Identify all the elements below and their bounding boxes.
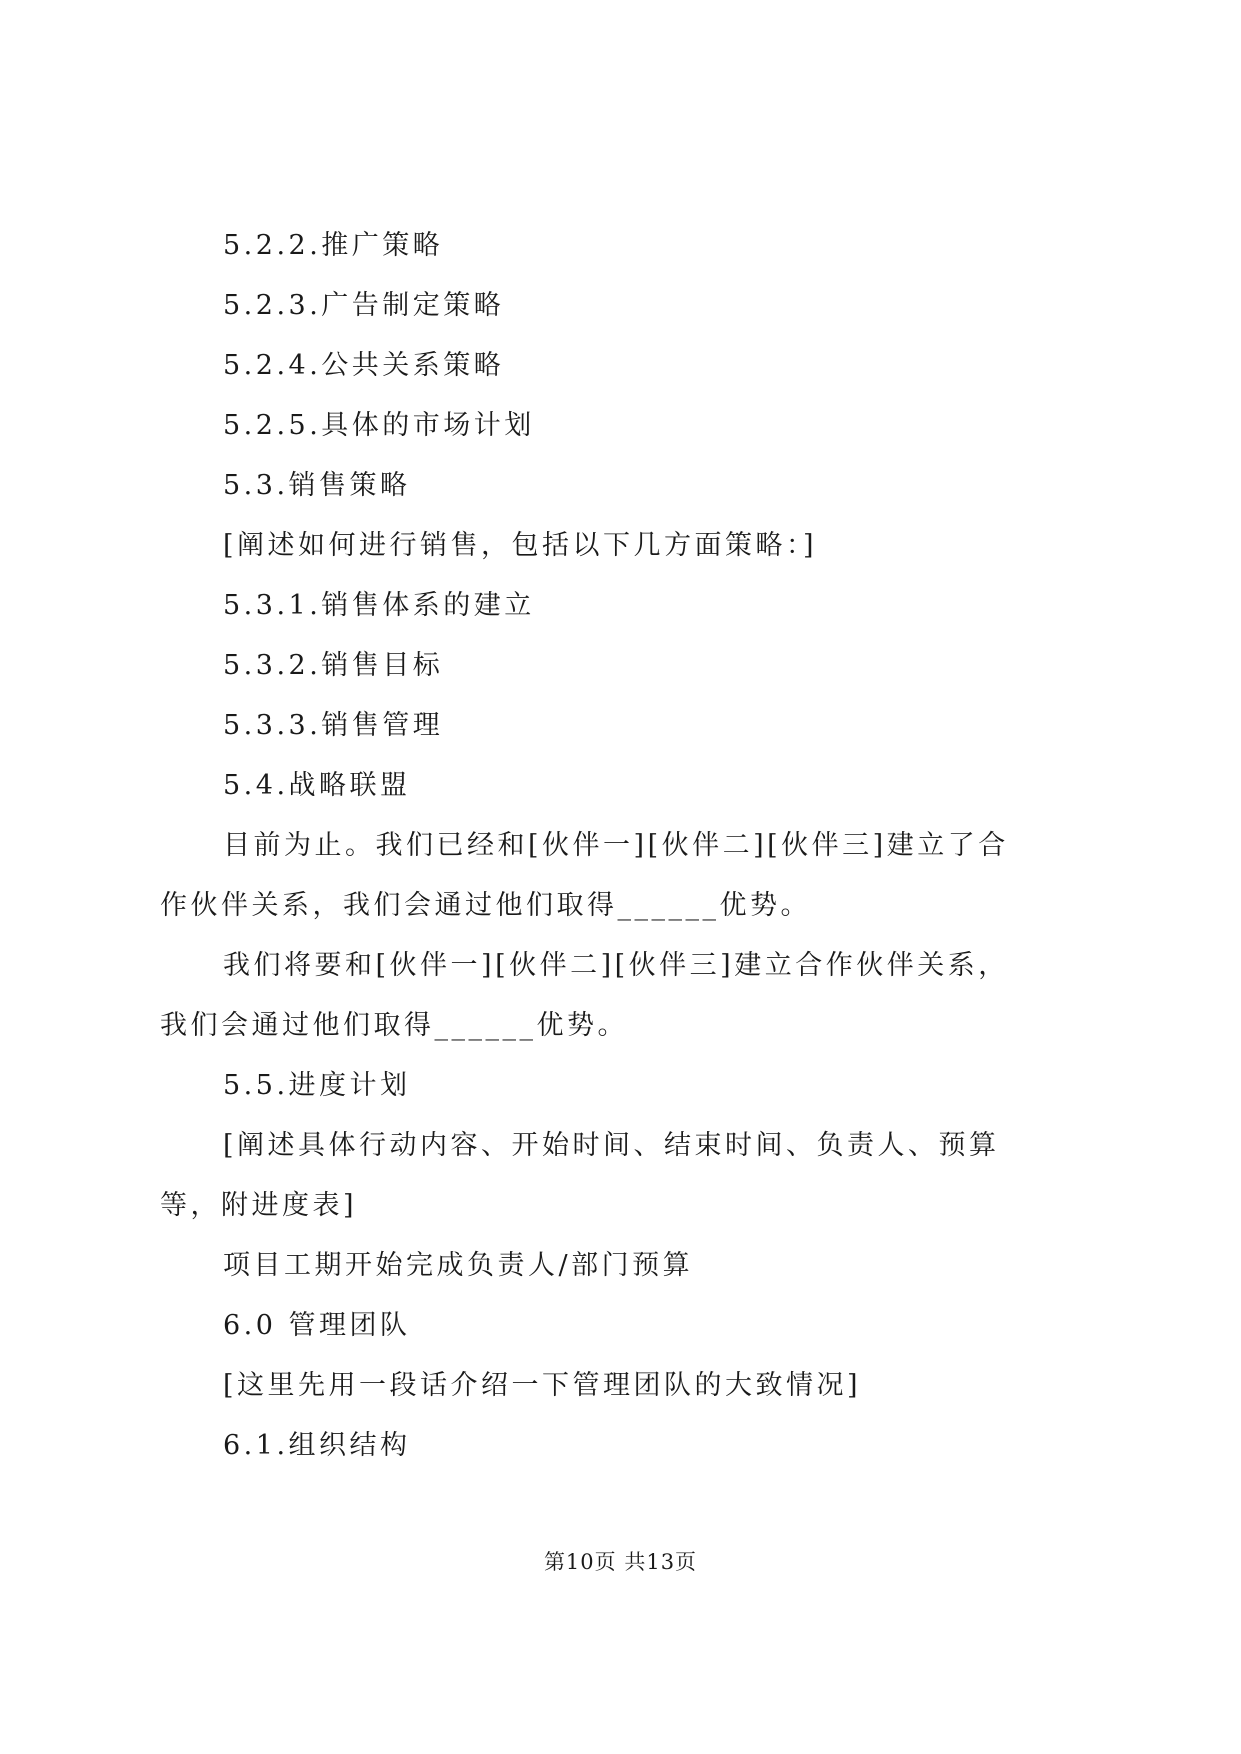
paragraph-schedule-columns <box>0 1236 1241 1296</box>
heading-sales-target <box>0 636 1241 696</box>
heading-promotion-strategy <box>0 216 1241 276</box>
heading-public-relations-strategy <box>0 336 1241 396</box>
paragraph-line: 作伙伴关系，我们会通过他们取得______优势。 <box>160 890 811 921</box>
paragraph-line: [阐述如何进行销售，包括以下几方面策略：] <box>223 530 818 561</box>
heading-text: 5.2.4.公共关系策略 <box>223 350 505 381</box>
heading-text: 6.0 管理团队 <box>223 1310 411 1341</box>
heading-sales-strategy <box>0 456 1241 516</box>
paragraph-line: 我们将要和[伙伴一][伙伴二][伙伴三]建立合作伙伴关系， <box>223 950 1009 981</box>
heading-text: 5.2.2.推广策略 <box>223 230 444 261</box>
heading-strategic-alliance <box>0 756 1241 816</box>
paragraph-line: 我们会通过他们取得______优势。 <box>160 1010 628 1041</box>
heading-sales-management <box>0 696 1241 756</box>
heading-management-team <box>0 1296 1241 1356</box>
heading-text: 5.2.3.广告制定策略 <box>223 290 505 321</box>
paragraph-future-partners <box>0 936 1241 1056</box>
heading-schedule-plan <box>0 1056 1241 1116</box>
paragraph-management-team-note <box>0 1356 1241 1416</box>
heading-text: 6.1.组织结构 <box>223 1430 411 1461</box>
paragraph-line: 目前为止。我们已经和[伙伴一][伙伴二][伙伴三]建立了合 <box>223 830 1009 861</box>
heading-sales-system <box>0 576 1241 636</box>
heading-advertising-strategy <box>0 276 1241 336</box>
heading-text: 5.3.3.销售管理 <box>223 710 444 741</box>
heading-market-plan <box>0 396 1241 456</box>
heading-text: 5.3.1.销售体系的建立 <box>223 590 535 621</box>
page-number-label: 第10页 共13页 <box>543 1550 698 1574</box>
document-body <box>0 216 1241 1476</box>
paragraph-line: [阐述具体行动内容、开始时间、结束时间、负责人、预算 <box>223 1130 1000 1161</box>
heading-text: 5.5.进度计划 <box>223 1070 411 1101</box>
heading-text: 5.3.2.销售目标 <box>223 650 444 681</box>
heading-text: 5.4.战略联盟 <box>223 770 411 801</box>
heading-organization-structure <box>0 1416 1241 1476</box>
paragraph-line: 项目工期开始完成负责人/部门预算 <box>223 1250 694 1281</box>
paragraph-schedule-note <box>0 1116 1241 1236</box>
paragraph-current-partners <box>0 816 1241 936</box>
paragraph-line: 等，附进度表] <box>160 1190 358 1221</box>
heading-text: 5.3.销售策略 <box>223 470 411 501</box>
heading-text: 5.2.5.具体的市场计划 <box>223 410 535 441</box>
page-footer <box>0 1545 1241 1579</box>
paragraph-line: [这里先用一段话介绍一下管理团队的大致情况] <box>223 1370 862 1401</box>
paragraph-sales-strategy-note <box>0 516 1241 576</box>
